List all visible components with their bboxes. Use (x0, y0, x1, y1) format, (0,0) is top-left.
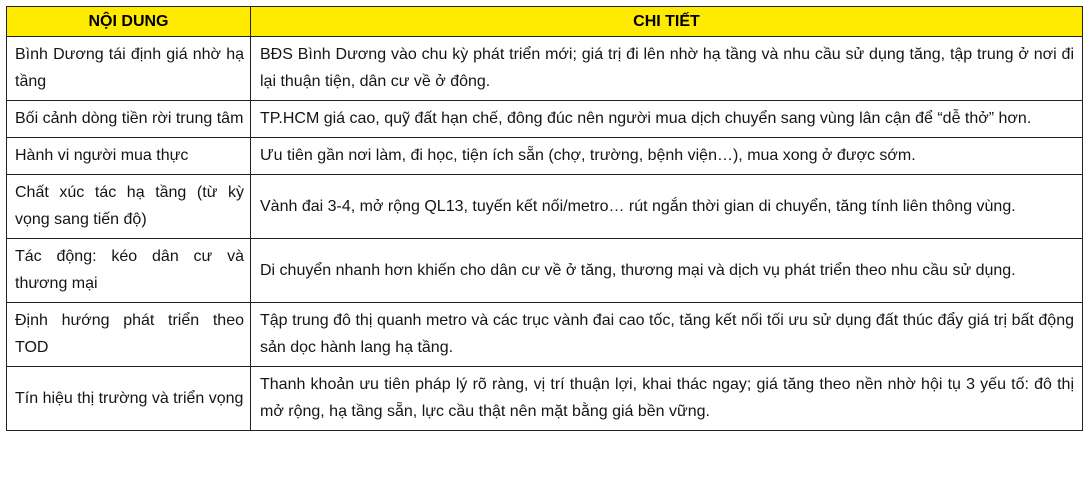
header-content: NỘI DUNG (7, 7, 251, 37)
row-detail: Di chuyển nhanh hơn khiến cho dân cư về ở tăng, thương mại và dịch vụ phát triển theo nhu cầu sử dụng. (251, 239, 1083, 303)
row-detail: TP.HCM giá cao, quỹ đất hạn chế, đông đúc nên người mua dịch chuyển sang vùng lân cận để “dễ thở” hơn. (251, 101, 1083, 138)
summary-table (6, 6, 1083, 431)
row-content: Tác động: kéo dân cư và thương mại (7, 239, 251, 303)
row-detail: Thanh khoản ưu tiên pháp lý rõ ràng, vị trí thuận lợi, khai thác ngay; giá tăng theo nền nhờ hội tụ 3 yếu tố: đô thị mở rộng, hạ tầng sẵn, lực cầu thật nên mặt bằng giá bền vững. (251, 367, 1083, 431)
row-detail: Ưu tiên gần nơi làm, đi học, tiện ích sẵn (chợ, trường, bệnh viện…), mua xong ở được sớm. (251, 138, 1083, 175)
row-content: Chất xúc tác hạ tầng (từ kỳ vọng sang tiến độ) (7, 175, 251, 239)
table-row (7, 138, 1083, 175)
table-header-row (7, 7, 1083, 37)
row-detail: BĐS Bình Dương vào chu kỳ phát triển mới; giá trị đi lên nhờ hạ tầng và nhu cầu sử dụng tăng, tập trung ở nơi đi lại thuận tiện, dân cư về ở đông. (251, 37, 1083, 101)
header-detail: CHI TIẾT (251, 7, 1083, 37)
table-row (7, 175, 1083, 239)
row-content: Bình Dương tái định giá nhờ hạ tầng (7, 37, 251, 101)
row-content: Bối cảnh dòng tiền rời trung tâm (7, 101, 251, 138)
table-row (7, 367, 1083, 431)
row-detail: Tập trung đô thị quanh metro và các trục vành đai cao tốc, tăng kết nối tối ưu sử dụng đất thúc đẩy giá trị bất động sản dọc hành lang hạ tầng. (251, 303, 1083, 367)
table-row (7, 239, 1083, 303)
table-row (7, 37, 1083, 101)
table-row (7, 303, 1083, 367)
row-content: Tín hiệu thị trường và triển vọng (7, 367, 251, 431)
summary-table-container (6, 6, 1082, 431)
row-content: Hành vi người mua thực (7, 138, 251, 175)
row-content: Định hướng phát triển theo TOD (7, 303, 251, 367)
row-detail: Vành đai 3-4, mở rộng QL13, tuyến kết nối/metro… rút ngắn thời gian di chuyển, tăng tính liên thông vùng. (251, 175, 1083, 239)
table-row (7, 101, 1083, 138)
